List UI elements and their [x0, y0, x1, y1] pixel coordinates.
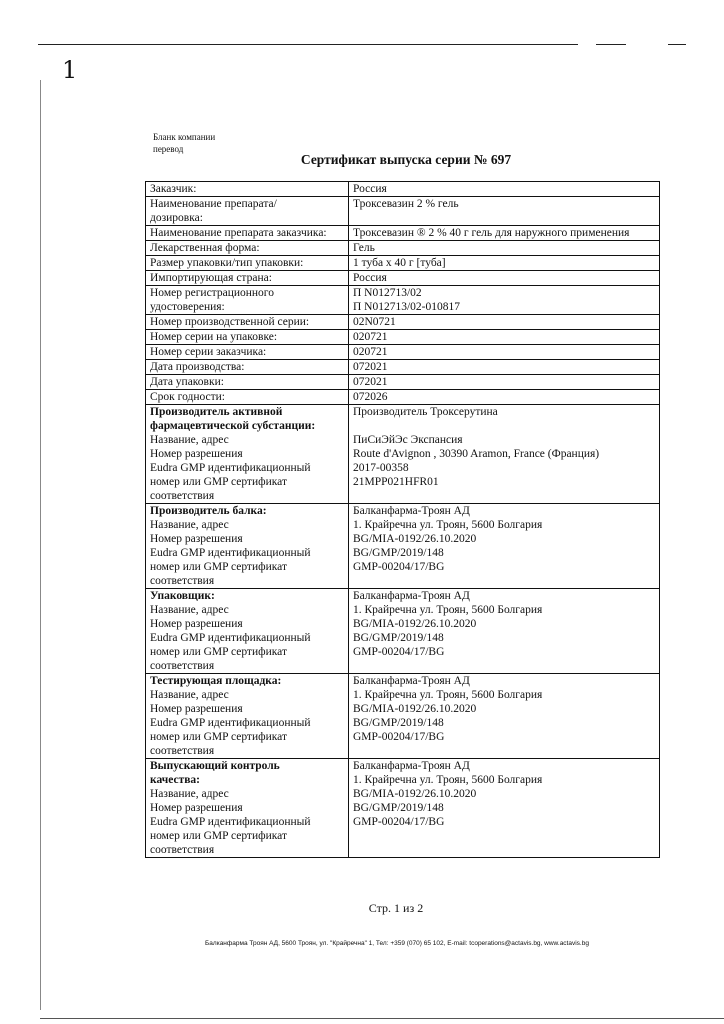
- section-value: [349, 759, 660, 858]
- cell-line: 072026: [353, 391, 388, 403]
- cell-line: Балканфарма-Троян АД: [353, 675, 470, 687]
- page-count: Стр. 1 из 2: [368, 901, 424, 915]
- cell-line: BG/GMP/2019/148: [353, 547, 444, 559]
- cell-line: 1. Крайречна ул. Троян, 5600 Болгария: [353, 519, 543, 531]
- cell-line: BG/GMP/2019/148: [353, 632, 444, 644]
- row-value: [349, 315, 660, 330]
- table-row: [146, 375, 660, 390]
- cell-line: 1. Крайречна ул. Троян, 5600 Болгария: [353, 604, 543, 616]
- cell-line: Балканфарма-Троян АД: [353, 505, 470, 517]
- row-value: [349, 390, 660, 405]
- cell-line: Название, адрес: [150, 519, 229, 531]
- row-label: [146, 375, 349, 390]
- cell-line: Номер разрешения: [150, 618, 243, 630]
- cell-line: Eudra GMP идентификационный: [150, 816, 311, 828]
- cell-line: Название, адрес: [150, 689, 229, 701]
- cell-line: Заказчик:: [150, 183, 197, 195]
- cell-line: Троксевазин ® 2 % 40 г гель для наружного применения: [353, 227, 630, 239]
- cell-line: Тестирующая площадка:: [150, 675, 282, 687]
- scan-top-line: [38, 44, 578, 45]
- row-value: [349, 360, 660, 375]
- cell-line: удостоверения:: [150, 301, 225, 313]
- row-value: [349, 375, 660, 390]
- table-row: [146, 226, 660, 241]
- scan-top-line-right: [596, 44, 626, 45]
- cell-line: Импортирующая страна:: [150, 272, 272, 284]
- section-value: [349, 589, 660, 674]
- cell-line: соответствия: [150, 575, 215, 587]
- cell-line: [353, 419, 655, 433]
- cell-line: фармацевтической субстанции:: [150, 420, 316, 432]
- cell-line: Номер серии заказчика:: [150, 346, 267, 358]
- cell-line: Номер разрешения: [150, 448, 243, 460]
- cell-line: 072021: [353, 361, 388, 373]
- cell-line: Производитель балка:: [150, 505, 267, 517]
- section-value: [349, 504, 660, 589]
- row-label: [146, 197, 349, 226]
- cell-line: 020721: [353, 346, 388, 358]
- cell-line: Выпускающий контроль: [150, 760, 280, 772]
- row-label: [146, 330, 349, 345]
- table-row: [146, 360, 660, 375]
- cell-line: Балканфарма-Троян АД: [353, 760, 470, 772]
- row-label: [146, 390, 349, 405]
- cell-line: Eudra GMP идентификационный: [150, 717, 311, 729]
- cell-line: соответствия: [150, 490, 215, 502]
- cell-line: Наименование препарата/: [150, 198, 277, 210]
- scan-left-edge: [40, 80, 41, 1010]
- row-label: [146, 182, 349, 197]
- cell-line: BG/MIA-0192/26.10.2020: [353, 788, 477, 800]
- cell-line: GMP-00204/17/BG: [353, 731, 445, 743]
- cell-line: номер или GMP сертификат: [150, 476, 287, 488]
- cell-line: Номер регистрационного: [150, 287, 274, 299]
- section-row: [146, 589, 660, 674]
- cell-line: Троксевазин 2 % гель: [353, 198, 459, 210]
- cell-line: BG/MIA-0192/26.10.2020: [353, 703, 477, 715]
- cell-line: Номер разрешения: [150, 703, 243, 715]
- row-value: [349, 286, 660, 315]
- cell-line: Номер производственной серии:: [150, 316, 310, 328]
- cell-line: Дата упаковки:: [150, 376, 224, 388]
- page-title: Сертификат выпуска серии № 697: [300, 152, 512, 167]
- cell-line: Россия: [353, 272, 387, 284]
- section-row: [146, 504, 660, 589]
- section-row: [146, 405, 660, 504]
- cell-line: Номер серии на упаковке:: [150, 331, 278, 343]
- table-row: [146, 330, 660, 345]
- cell-line: Eudra GMP идентификационный: [150, 632, 311, 644]
- table-row: [146, 197, 660, 226]
- cell-line: GMP-00204/17/BG: [353, 561, 445, 573]
- cell-line: Производитель активной: [150, 406, 283, 418]
- row-value: [349, 226, 660, 241]
- cell-line: BG/MIA-0192/26.10.2020: [353, 533, 477, 545]
- section-label: [146, 405, 349, 504]
- cell-line: BG/GMP/2019/148: [353, 802, 444, 814]
- company-footer: Балканфарма Троян АД, 5600 Троян, ул. "Крайречна" 1, Тел: +359 (070) 65 102, E-mail: tcoperations@actavis.bg, www.actavis.bg: [205, 940, 589, 947]
- table-row: [146, 390, 660, 405]
- section-row: [146, 674, 660, 759]
- scan-bottom-line: [40, 1018, 724, 1019]
- cell-line: Route d'Avignon , 30390 Aramon, France (Франция): [353, 448, 600, 460]
- row-value: [349, 330, 660, 345]
- row-value: [349, 197, 660, 226]
- section-value: [349, 405, 660, 504]
- cell-line: Размер упаковки/тип упаковки:: [150, 257, 304, 269]
- cell-line: 21MPP021HFR01: [353, 476, 439, 488]
- cell-line: BG/GMP/2019/148: [353, 717, 444, 729]
- cell-line: Название, адрес: [150, 434, 229, 446]
- cell-line: Срок годности:: [150, 391, 226, 403]
- table-row: [146, 271, 660, 286]
- cell-line: Номер разрешения: [150, 533, 243, 545]
- row-value: [349, 256, 660, 271]
- cell-line: 02N0721: [353, 316, 396, 328]
- certificate-table: [145, 181, 660, 858]
- row-label: [146, 286, 349, 315]
- cell-line: номер или GMP сертификат: [150, 731, 287, 743]
- cell-line: 1 туба х 40 г [туба]: [353, 257, 446, 269]
- table-row: [146, 315, 660, 330]
- row-label: [146, 315, 349, 330]
- table-row: [146, 286, 660, 315]
- cell-line: Название, адрес: [150, 604, 229, 616]
- section-row: [146, 759, 660, 858]
- row-label: [146, 271, 349, 286]
- company-form-label: Бланк компании: [153, 132, 216, 142]
- cell-line: соответствия: [150, 844, 215, 856]
- cell-line: Упаковщик:: [150, 590, 215, 602]
- row-label: [146, 345, 349, 360]
- cell-line: BG/MIA-0192/26.10.2020: [353, 618, 477, 630]
- cell-line: П N012713/02-010817: [353, 301, 461, 313]
- cell-line: Производитель Троксерутина: [353, 406, 498, 418]
- section-label: [146, 759, 349, 858]
- cell-line: П N012713/02: [353, 287, 422, 299]
- row-value: [349, 345, 660, 360]
- row-label: [146, 241, 349, 256]
- cell-line: Eudra GMP идентификационный: [150, 462, 311, 474]
- cell-line: 1. Крайречна ул. Троян, 5600 Болгария: [353, 774, 543, 786]
- table-row: [146, 182, 660, 197]
- section-label: [146, 504, 349, 589]
- cell-line: Балканфарма-Троян АД: [353, 590, 470, 602]
- cell-line: номер или GMP сертификат: [150, 830, 287, 842]
- cell-line: 1. Крайречна ул. Троян, 5600 Болгария: [353, 689, 543, 701]
- cell-line: GMP-00204/17/BG: [353, 646, 445, 658]
- cell-line: Номер разрешения: [150, 802, 243, 814]
- cell-line: Название, адрес: [150, 788, 229, 800]
- cell-line: Лекарственная форма:: [150, 242, 260, 254]
- row-label: [146, 256, 349, 271]
- cell-line: дозировка:: [150, 212, 203, 224]
- cell-line: 020721: [353, 331, 388, 343]
- table-row: [146, 256, 660, 271]
- table-row: [146, 241, 660, 256]
- cell-line: Россия: [353, 183, 387, 195]
- row-label: [146, 226, 349, 241]
- handwritten-page-mark: 1: [62, 56, 78, 84]
- cell-line: ПиСиЭйЭс Экспансия: [353, 434, 463, 446]
- cell-line: Наименование препарата заказчика:: [150, 227, 327, 239]
- cell-line: номер или GMP сертификат: [150, 646, 287, 658]
- section-label: [146, 674, 349, 759]
- cell-line: GMP-00204/17/BG: [353, 816, 445, 828]
- section-label: [146, 589, 349, 674]
- row-value: [349, 271, 660, 286]
- cell-line: соответствия: [150, 745, 215, 757]
- table-row: [146, 345, 660, 360]
- cell-line: соответствия: [150, 660, 215, 672]
- cell-line: 2017-00358: [353, 462, 409, 474]
- cell-line: Eudra GMP идентификационный: [150, 547, 311, 559]
- row-label: [146, 360, 349, 375]
- cell-line: номер или GMP сертификат: [150, 561, 287, 573]
- cell-line: качества:: [150, 774, 201, 786]
- cell-line: 072021: [353, 376, 388, 388]
- row-value: [349, 241, 660, 256]
- cell-line: Гель: [353, 242, 375, 254]
- row-value: [349, 182, 660, 197]
- section-value: [349, 674, 660, 759]
- translation-label: перевод: [153, 144, 184, 154]
- cell-line: Дата производства:: [150, 361, 245, 373]
- scan-top-line-right2: [668, 44, 686, 45]
